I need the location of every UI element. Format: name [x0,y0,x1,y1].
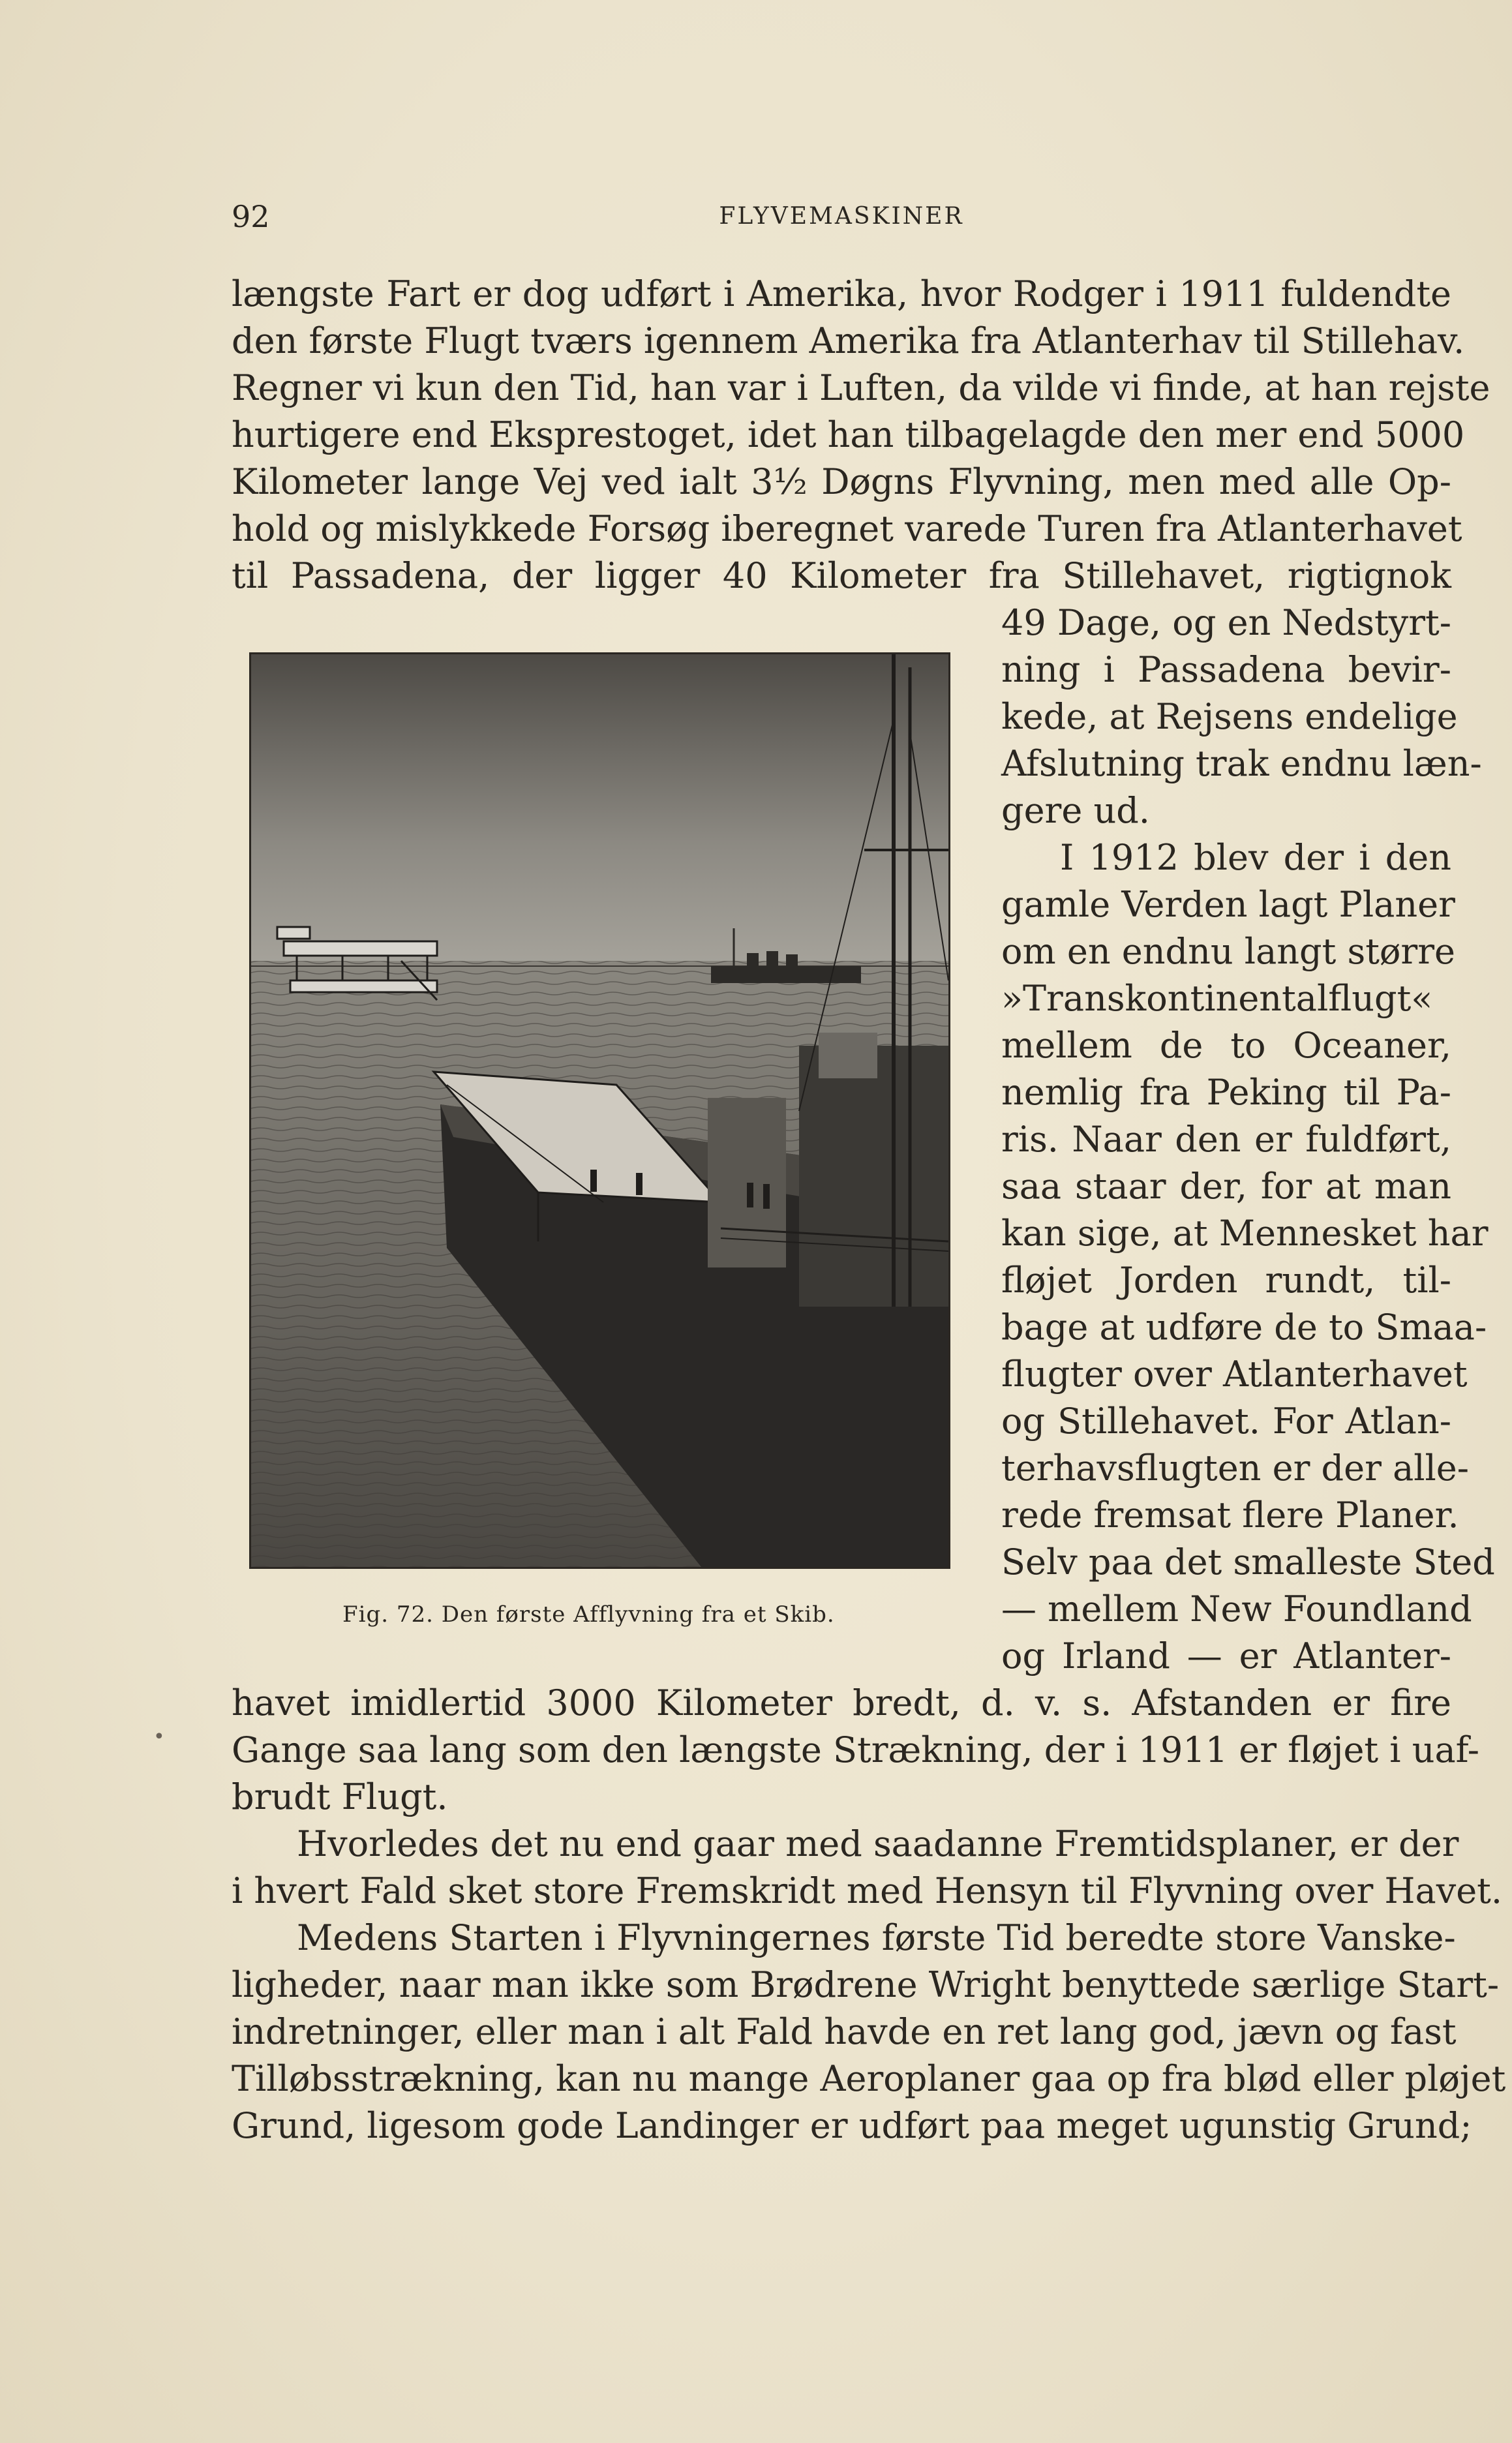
column-line: gamle Verden lagt Planer [1001,884,1455,925]
figure-caption: Fig. 72. Den første Afflyvning fra et Skib. [342,1601,835,1628]
column-line: rede fremsat flere Planer. [1001,1495,1459,1536]
text-line: Gange saa lang som den længste Strækning, der i 1911 er fløjet i uaf- [232,1729,1479,1770]
text-line: den første Flugt tværs igennem Amerika fra Atlanterhav til Stillehav. [232,320,1465,361]
text-line: Tilløbsstrækning, kan nu mange Aeroplaner gaa op fra blød eller pløjet [232,2058,1506,2099]
text-line: brudt Flugt. [232,1776,448,1817]
column-line: 49 Dage, og en Nedstyrt- [1001,602,1451,643]
figure-illustration [249,652,950,1569]
running-title: FLYVEMASKINER [719,203,964,230]
text-line: hurtigere end Eksprestoget, idet han tilbagelagde den mer end 5000 [232,414,1465,455]
column-line: kede, at Rejsens endelige [1001,696,1458,737]
column-line: Afslutning trak endnu læn- [1001,743,1482,784]
ship-airplane-engraving [251,654,948,1567]
text-line: Hvorledes det nu end gaar med saadanne Fremtidsplaner, er der [297,1823,1459,1864]
column-line: gere ud. [1001,790,1150,831]
text-line: Kilometer lange Vej ved ialt 3½ Døgns Flyvning, men med alle Op- [232,461,1451,502]
margin-mark: • [153,1725,165,1748]
text-line: til Passadena, der ligger 40 Kilometer fra Stillehavet, rigtignok [232,555,1451,596]
column-line: om en endnu langt større [1001,931,1455,972]
text-line: hold og mislykkede Forsøg iberegnet varede Turen fra Atlanterhavet [232,508,1462,549]
text-line: havet imidlertid 3000 Kilometer bredt, d. v. s. Afstanden er fire [232,1682,1451,1723]
page-number: 92 [232,199,270,234]
column-line: ning i Passadena bevir- [1001,649,1451,690]
column-line: nemlig fra Peking til Pa- [1001,1072,1451,1113]
text-line: Medens Starten i Flyvningernes første Tid beredte store Vanske- [297,1917,1456,1958]
column-line: terhavsflugten er der alle- [1001,1448,1470,1489]
column-line: ris. Naar den er fuldført, [1001,1119,1451,1160]
text-line: ligheder, naar man ikke som Brødrene Wright benyttede særlige Start- [232,1964,1500,2005]
text-line: Regner vi kun den Tid, han var i Luften, da vilde vi finde, at han rejste [232,367,1490,408]
text-line: indretninger, eller man i alt Fald havde en ret lang god, jævn og fast [232,2011,1457,2052]
column-line: I 1912 blev der i den [1060,837,1451,878]
column-line: flugter over Atlanterhavet [1001,1354,1468,1395]
column-line: og Stillehavet. For Atlan- [1001,1401,1451,1442]
column-line: bage at udføre de to Smaa- [1001,1307,1487,1348]
column-line: mellem de to Oceaner, [1001,1025,1451,1066]
column-line: »Transkontinentalflugt« [1001,978,1433,1019]
column-line: kan sige, at Mennesket har [1001,1213,1489,1254]
column-line: saa staar der, for at man [1001,1166,1451,1207]
text-line: Grund, ligesom gode Landinger er udført paa meget ugunstig Grund; [232,2105,1472,2146]
text-line: i hvert Fald sket store Fremskridt med Hensyn til Flyvning over Havet. [232,1870,1503,1911]
text-line: længste Fart er dog udført i Amerika, hvor Rodger i 1911 fuldendte [232,273,1451,314]
column-line: fløjet Jorden rundt, til- [1001,1260,1451,1301]
column-line: og Irland — er Atlanter- [1001,1635,1451,1677]
column-line: Selv paa det smalleste Sted [1001,1541,1495,1583]
column-line: — mellem New Foundland [1001,1588,1472,1630]
running-header [232,199,1451,238]
